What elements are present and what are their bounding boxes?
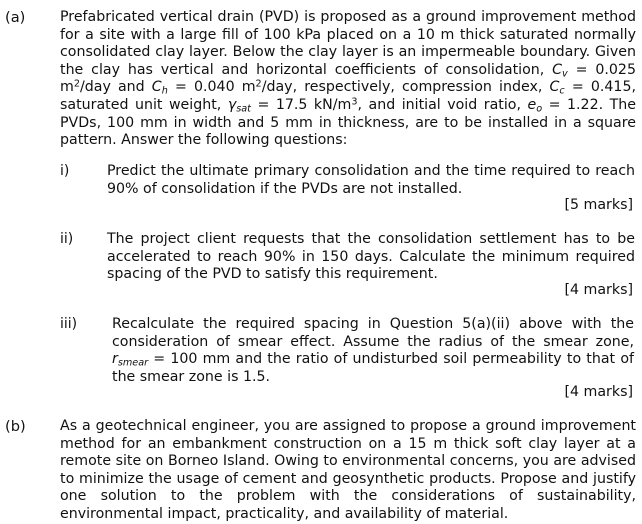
part-a-text-4: = 0.040 m (167, 79, 256, 96)
e-symbol: e (527, 96, 537, 113)
r-subscript: smear (117, 357, 149, 369)
question-iii-marks: [4 marks] (564, 384, 633, 400)
ch-subscript: h (161, 85, 168, 97)
part-b-label: (b) (5, 418, 26, 435)
cv-subscript: v (562, 68, 568, 80)
question-i-label: i) (60, 163, 70, 179)
question-iii-label: iii) (60, 316, 78, 332)
part-a-text-9: = 1.22. The PVDs, 100 mm in width and 5 mm in thickness, are to be installed in a square pattern. Answer the following questions: (60, 96, 637, 149)
part-a-text-8: , and initial void ratio, (357, 96, 528, 113)
question-ii-label: ii) (60, 231, 74, 247)
part-a-text-1: Prefabricated vertical drain (PVD) is proposed as a ground improvement method for a site with a large fill of 100 kPa placed on a 10 m thick saturated normally consolidated clay layer. Below the clay layer is an impermeable boundary. Given the clay has vertical and horizontal coefficients of consolidation, (60, 9, 636, 78)
gamma-subscript: sat (236, 103, 251, 115)
question-iii-text-2: = 100 mm and the ratio of undisturbed soil permeability to that of the smear zone is 1.5. (112, 351, 634, 385)
cc-subscript: c (559, 85, 565, 97)
part-b-paragraph: As a geotechnical engineer, you are assigned to propose a ground improvement method for an embankment construction on a 15 m thick soft clay layer at a remote site on Borneo Island. Owing to environmental concerns, you are advised to minimize the usage of cement and geosynthetic products. Propose and justify one solution to the problem with the considerations of sustainability, environmental impact, practicality, and availability of material. (60, 418, 636, 522)
ch-symbol: C (151, 79, 162, 96)
part-a-text-6: = 0.415, saturated unit weight, (60, 79, 636, 113)
square-superscript-1: 2 (73, 79, 80, 91)
question-ii-text: The project client requests that the consolidation settlement has to be accelerated to reach 90% in 150 days. Calculate the minimum required spacing of the PVD to satisfy this requirement. (107, 231, 635, 283)
r-symbol: r (112, 351, 118, 368)
part-a-text-5: /day, respectively, compression index, (261, 79, 550, 96)
question-iii-text (112, 316, 634, 386)
part-a-text-7: = 17.5 kN/m (250, 96, 352, 113)
e-subscript: o (536, 103, 543, 115)
part-a-paragraph (60, 9, 636, 150)
question-ii-marks: [4 marks] (564, 282, 633, 298)
part-a-text-3: /day and (79, 79, 152, 96)
question-i-text: Predict the ultimate primary consolidation and the time required to reach 90% of consolidation if the PVDs are not installed. (107, 163, 635, 197)
cc-symbol: C (549, 79, 560, 96)
question-i-marks: [5 marks] (564, 197, 633, 213)
question-iii-text-1: Recalculate the required spacing in Question 5(a)(ii) above with the consideration of smear effect. Assume the radius of the smear zone, (112, 316, 634, 350)
square-superscript-2: 2 (255, 79, 262, 91)
cv-symbol: C (552, 61, 563, 78)
part-a-text-2: = 0.025 m (60, 61, 636, 96)
gamma-symbol: γ (227, 96, 237, 113)
part-a-label: (a) (5, 9, 26, 26)
cube-superscript: 3 (351, 96, 358, 108)
